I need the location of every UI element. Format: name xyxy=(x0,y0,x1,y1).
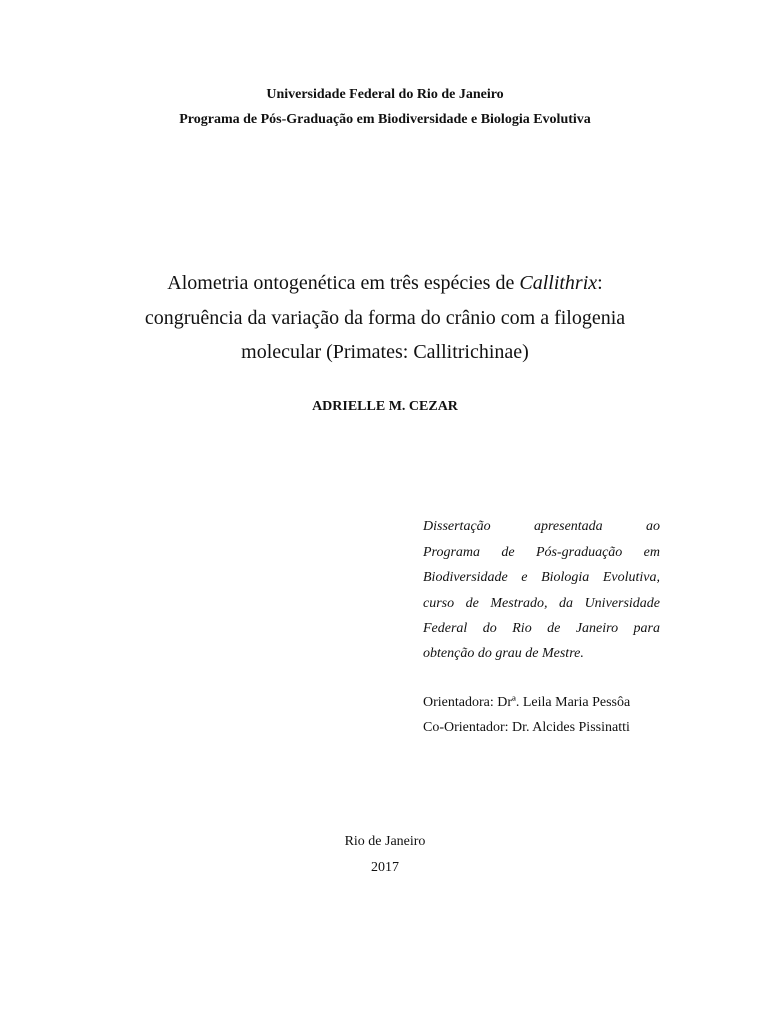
title-suffix: : xyxy=(597,272,603,294)
thesis-title-line-2: congruência da variação da forma do crânio com a filogenia xyxy=(144,307,626,329)
description-line: Programa de Pós-graduação em xyxy=(423,545,660,560)
description-line: Federal do Rio de Janeiro para xyxy=(423,621,660,636)
co-advisor-name: Co-Orientador: Dr. Alcides Pissinatti xyxy=(423,720,630,735)
program-name: Programa de Pós-Graduação em Biodiversidade e Biologia Evolutiva xyxy=(179,112,591,127)
thesis-title-line-1 xyxy=(0,272,770,295)
title-genus: Callithrix xyxy=(519,272,598,294)
advisor-name: Orientadora: Drª. Leila Maria Pessôa xyxy=(423,695,631,710)
description-line: Dissertação apresentada ao xyxy=(423,519,660,534)
institution-name: Universidade Federal do Rio de Janeiro xyxy=(266,87,504,102)
description-line: obtenção do grau de Mestre. xyxy=(423,646,584,661)
description-line: curso de Mestrado, da Universidade xyxy=(423,596,660,611)
year: 2017 xyxy=(371,860,399,875)
description-line: Biodiversidade e Biologia Evolutiva, xyxy=(423,570,660,585)
title-prefix: Alometria ontogenética em três espécies de xyxy=(167,272,520,294)
author-name: ADRIELLE M. CEZAR xyxy=(312,399,458,414)
city: Rio de Janeiro xyxy=(344,834,426,849)
thesis-title-line-3: molecular (Primates: Callitrichinae) xyxy=(241,341,529,363)
